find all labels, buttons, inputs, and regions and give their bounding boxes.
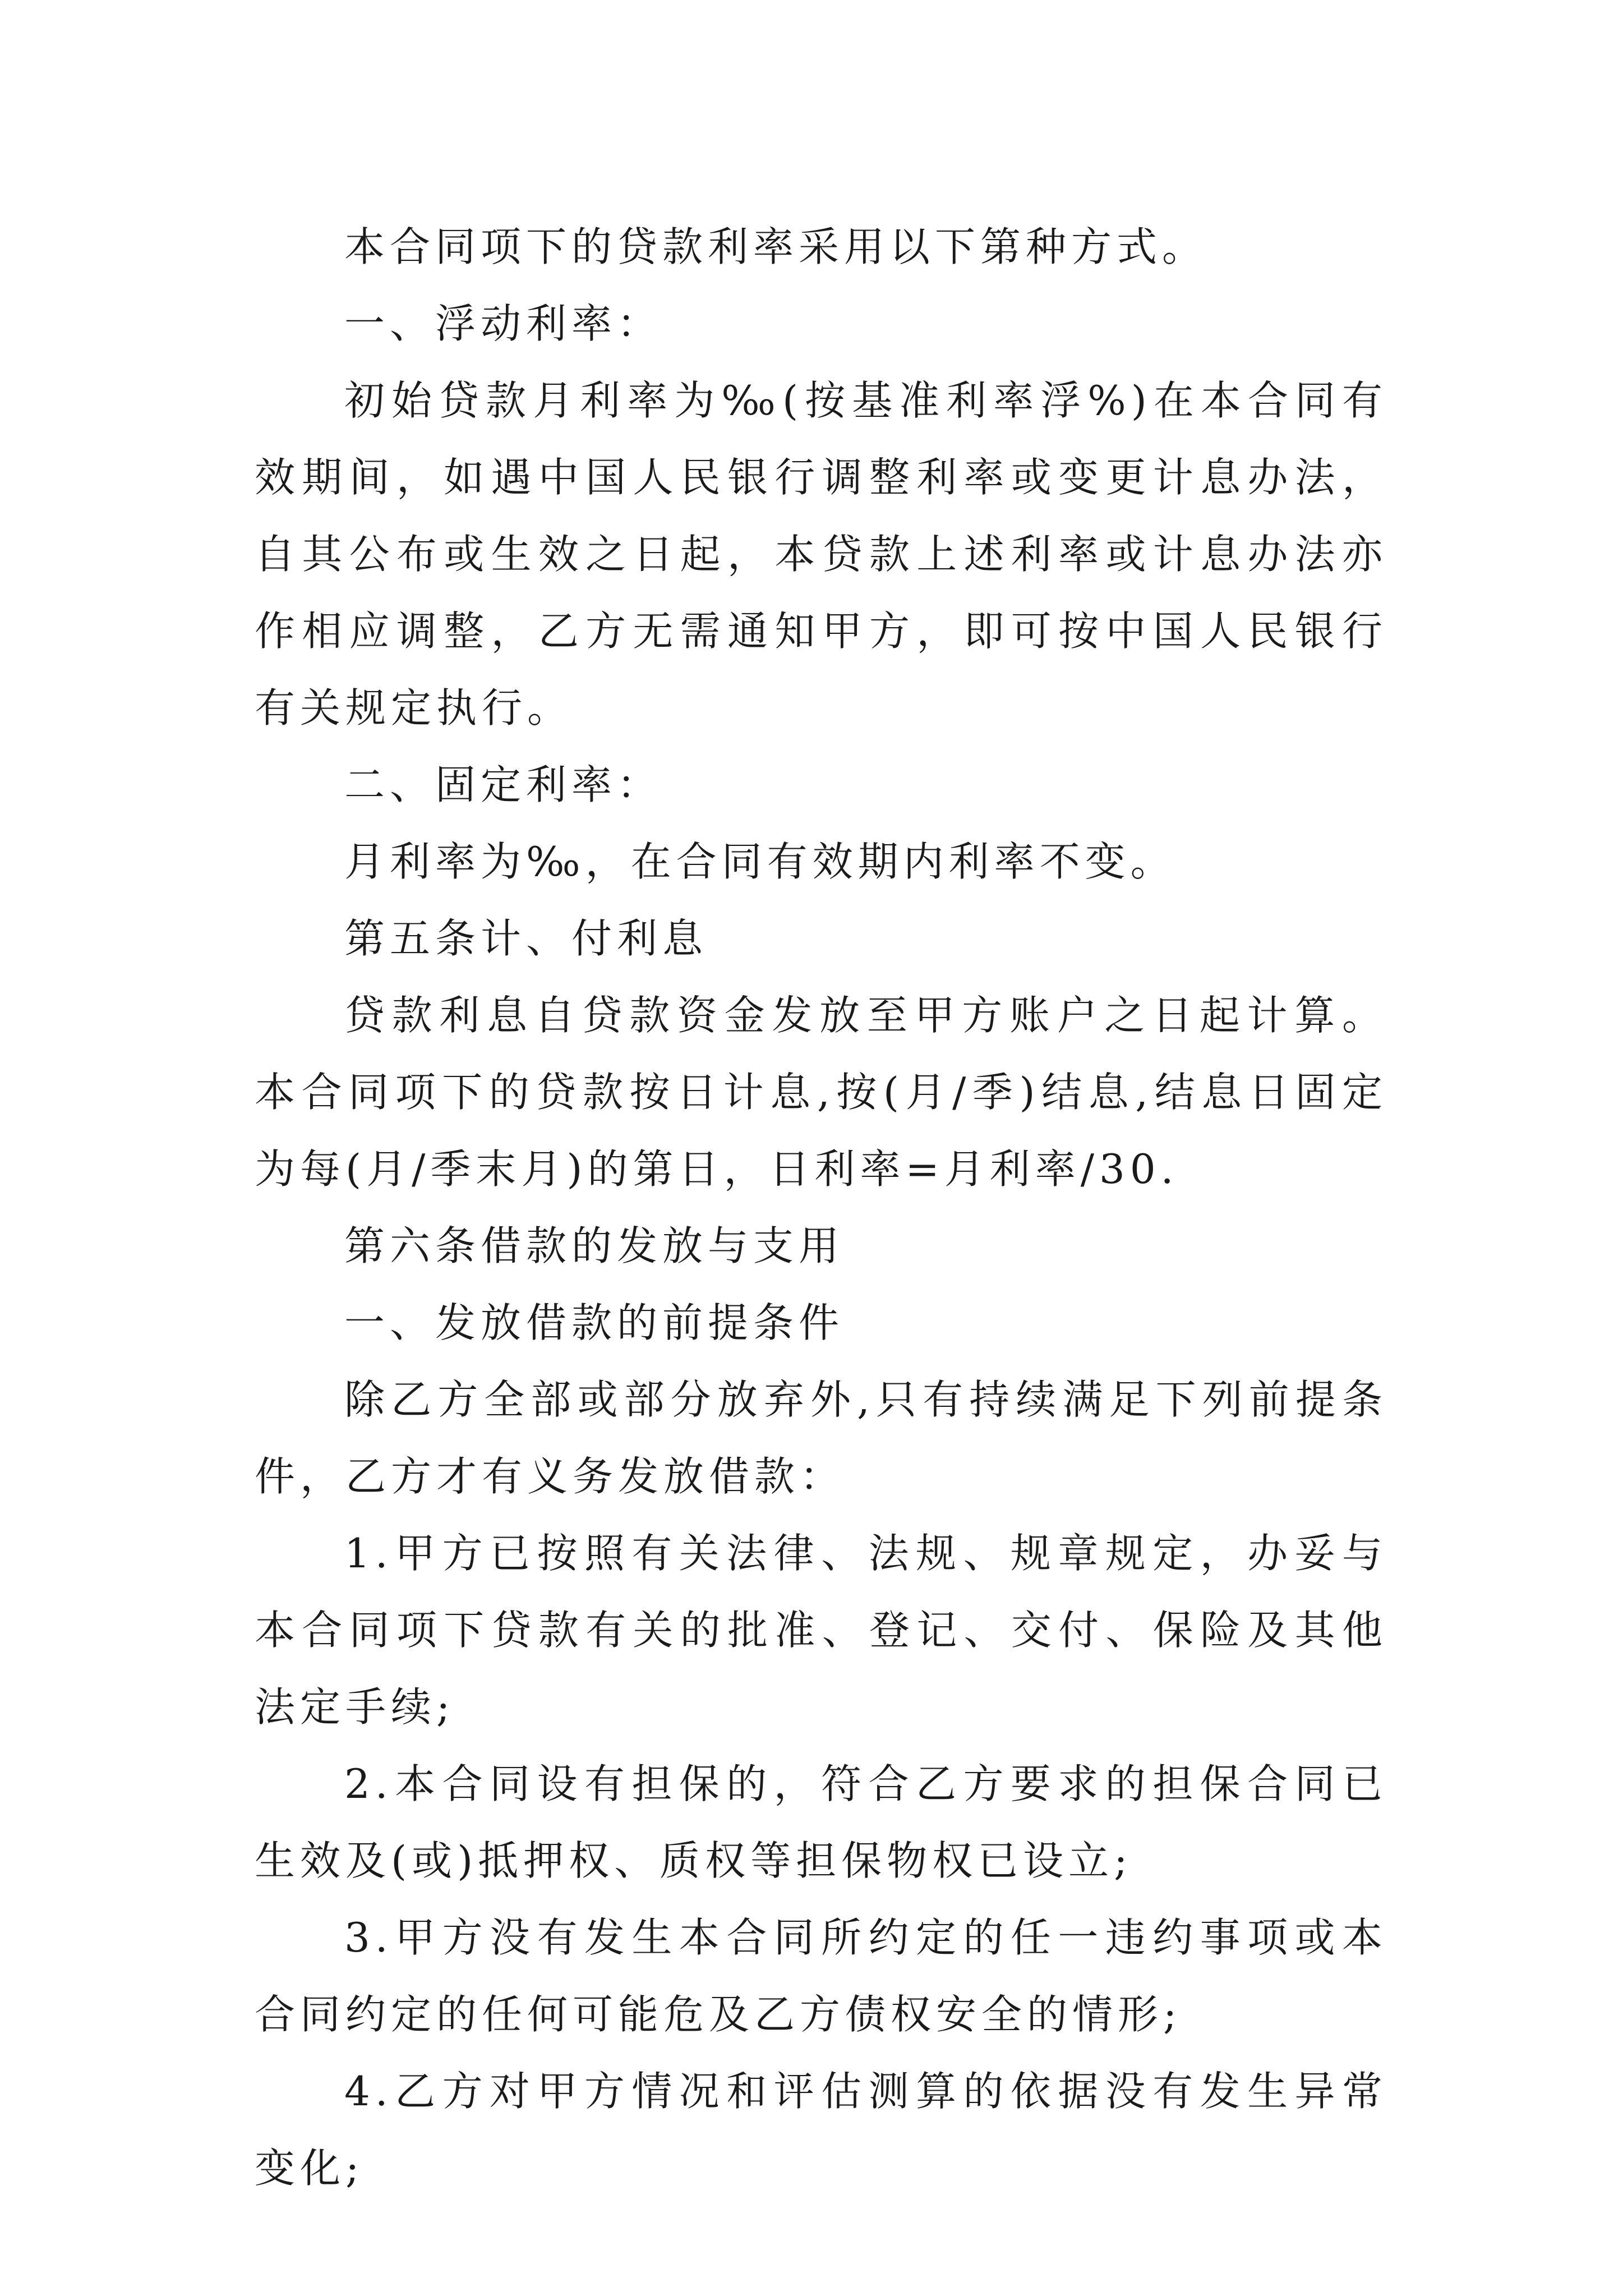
paragraph-9: 一、发放借款的前提条件 bbox=[344, 1299, 845, 1346]
paragraph-5: 月利率为‰，在合同有效期内利率不变。 bbox=[344, 838, 1176, 885]
paragraph-2: 一、浮动利率： bbox=[344, 300, 663, 347]
paragraph-10: 除乙方全部或部分放弃外,只有持续满足下列前提条件，乙方才有义务发放借款： bbox=[255, 1376, 1387, 1500]
paragraph-11: 1.甲方已按照有关法律、法规、规章规定，办妥与本合同项下贷款有关的批准、登记、交付、保险及其他法定手续; bbox=[255, 1530, 1387, 1731]
paragraph-3: 初始贷款月利率为‰(按基准利率浮%)在本合同有效期间，如遇中国人民银行调整利率或变更计息办法，自其公布或生效之日起，本贷款上述利率或计息办法亦作相应调整，乙方无需通知甲方，即可按中国人民银行有关规定执行。 bbox=[255, 377, 1387, 731]
paragraph-6: 第五条计、付利息 bbox=[344, 915, 708, 962]
paragraph-8: 第六条借款的发放与支用 bbox=[344, 1222, 845, 1269]
paragraph-14: 4.乙方对甲方情况和评估测算的依据没有发生异常变化; bbox=[255, 2068, 1387, 2192]
paragraph-12: 2.本合同设有担保的，符合乙方要求的担保合同已生效及(或)抵押权、质权等担保物权已设立; bbox=[255, 1760, 1387, 1884]
paragraph-1: 本合同项下的贷款利率采用以下第种方式。 bbox=[344, 223, 1208, 270]
paragraph-13: 3.甲方没有发生本合同所约定的任一违约事项或本合同约定的任何可能危及乙方债权安全的情形; bbox=[255, 1914, 1387, 2038]
paragraph-7: 贷款利息自贷款资金发放至甲方账户之日起计算。本合同项下的贷款按日计息,按(月/季)结息,结息日固定为每(月/季末月)的第日，日利率=月利率/30. bbox=[255, 992, 1387, 1193]
document-body bbox=[255, 209, 1387, 2207]
paragraph-4: 二、固定利率： bbox=[344, 761, 663, 808]
